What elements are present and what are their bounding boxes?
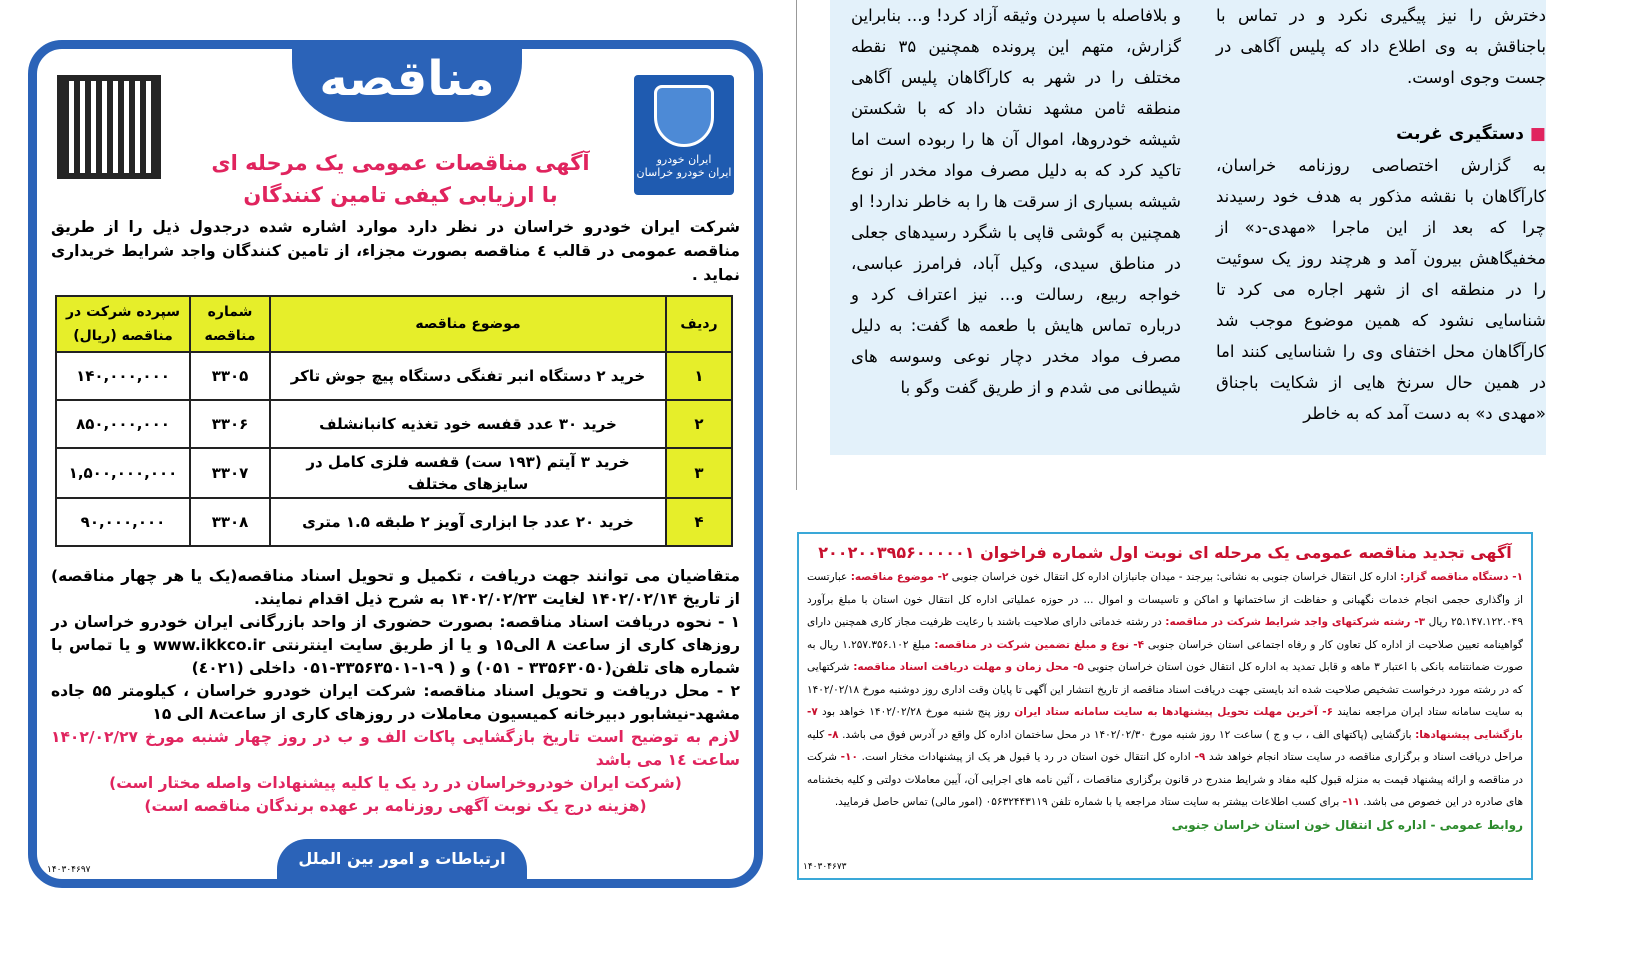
clause-heading: ۹- xyxy=(1194,751,1206,763)
logo-subtext: ایران خودرو خراسان xyxy=(636,166,732,179)
clause-text: روز پنج شنبه مورخ ۱۴۰۲/۰۲/۲۸ خواهد بود xyxy=(821,706,1011,718)
clause-heading: ۱- دستگاه مناقصه گزار: xyxy=(1400,571,1523,583)
paragraph-location: ۲ - محل دریافت و تحویل اسناد مناقصه: شرکت ایران خودرو خراسان ، کیلومتر ۵۵ جاده مشهد-نیشابور دبیرخانه کمیسیون معاملات در روزهای کاری از ساعت۸ الی ۱۵ xyxy=(51,682,740,723)
news-article xyxy=(830,0,1546,455)
table-row xyxy=(56,448,732,498)
note-cost: (هزینه درج یک نوبت آگهی روزنامه بر عهده برندگان مناقصه است) xyxy=(144,797,647,815)
clause-heading: ۱۱- xyxy=(1342,796,1360,808)
cell: ۳ xyxy=(666,448,732,498)
news-text: به گزارش اختصاصی روزنامه خراسان، کارآگاهان با نقشه مذکور به هدف خود رسیدند چرا که بعد از این ماجرا «مهدی-د» از مخفیگاهش بیرون آمد و هرچند روز یک سوئیت را در منطقه ای از شهر اجاره می کرد تا شناسایی نشود که همین موضوع موجب شد کارآگاهان محل اختفای وی را شناسایی کنند اما در همین حال سرنخ هایی از شکایت باجناق «مهدی د» به دست آمد که به خاطر xyxy=(1216,156,1546,423)
news-text: دخترش را نیز پیگیری نکرد و در تماس با باجناقش به وی اطلاع داد که پلیس آگاهی در جست وجوی اوست. xyxy=(1216,6,1546,87)
clause-text: کلیه مراحل دریافت اسناد و برگزاری مناقصه در سایت ستاد انجام خواهد شد xyxy=(807,728,1523,763)
qr-code-icon xyxy=(57,75,161,179)
ad-body xyxy=(51,565,740,818)
ad2-title: آگهی تجدید مناقصه عمومی یک مرحله ای نوبت اول شماره فراخوان ۲۰۰۲۰۰۳۹۵۶۰۰۰۰۰۱ xyxy=(818,543,1512,562)
note-rights: (شرکت ایران خودروخراسان در رد یک یا کلیه پیشنهادات واصله مختار است) xyxy=(109,774,682,792)
clause-text: اداره کل انتقال خون استان در رد یا قبول هر یک از پیشنهادات مختار است. xyxy=(861,751,1191,763)
clause-text: در رشته خدماتی دارای صلاحیت باشند با رعایت ظرفیت مجاز کاری همچنین دارای گواهینامه تعیین صلاحیت از اداره کل تعاون کار و رفاه اجتماعی استان خراسان جنوبی xyxy=(807,616,1523,651)
logo-text: ایران خودرو xyxy=(656,153,712,166)
title-line-2: با ارزیابی کیفی تامین کنندگان xyxy=(243,183,558,207)
clause-heading: ۷- بازگشایی پیشنهادها: xyxy=(807,706,1523,741)
news-column-left: و بلافاصله با سپردن وثیقه آزاد کرد! و... بنابراین گزارش، متهم این پرونده همچنین ۳۵ نقطه مختلف را در شهر به کارآگاهان پلیس آگاهی منطقه ثامن مشهد نشان داد که با شکستن شیشه خودروها، اموال آن ها را ربوده است اما تاکید کرد که به دلیل مصرف مواد مخدر از نوع شیشه بسیاری از سرقت ها را به خاطر ندارد! او همچنین به گوشی قاپی با شگرد رسیدهای جعلی در مناطق سیدی، وکیل آباد، فرامرز عباسی، خواجه ربیع، رسالت و... نیز اعتراف کرد و درباره تماس هایش با طعمه ها گفت: به دلیل مصرف مواد مخدر دچار نوعی وسوسه های شیطانی می شدم و از طریق گفت وگو با xyxy=(851,6,1181,397)
clause-heading: ۵- محل زمان و مهلت دریافت اسناد مناقصه: xyxy=(853,661,1084,673)
clause-text: برای کسب اطلاعات بیشتر به سایت ستاد مراجعه یا با شماره تلفن ۰۵۶۳۲۴۴۳۱۱۹ (امور مالی) تماس حاصل فرمایید. xyxy=(834,796,1340,808)
ad2-footer: روابط عمومی - اداره کل انتقال خون استان خراسان جنوبی xyxy=(1171,817,1523,832)
clause-text: شرکت در مناقصه و ارائه پیشنهاد قیمت به منزله قبول کلیه مفاد و شرایط مندرج در قانون برگزاری مناقصات ، آئین نامه های اجرایی آن، آیین معاملات دولتی و کلیه بخشنامه های صادره در این خصوص می باشد. xyxy=(807,751,1523,808)
cell: ۳۳۰۸ xyxy=(190,498,270,546)
tender-ad-blood-transfusion xyxy=(797,532,1533,880)
cell: ۱,۵۰۰,۰۰۰,۰۰۰ xyxy=(56,448,190,498)
cell: ۸۵۰,۰۰۰,۰۰۰ xyxy=(56,400,190,448)
cell: ۱ xyxy=(666,352,732,400)
cell: ۳۳۰۶ xyxy=(190,400,270,448)
clause-heading: ۶- آخرین مهلت تحویل پیشنهادها به سایت سامانه ستاد ایران xyxy=(1014,706,1333,718)
table-row xyxy=(56,498,732,546)
col-deposit: سپرده شرکت در مناقصه (ریال) xyxy=(56,296,190,352)
clause-heading: ۲- موضوع مناقصه: xyxy=(850,571,949,583)
column-divider xyxy=(796,0,797,490)
tender-ad-iran-khodro xyxy=(28,40,763,888)
cell: خرید ۲ دستگاه انبر تفنگی دستگاه پیچ جوش تاکر xyxy=(270,352,666,400)
ad-code: ۱۴۰۳۰۴۶۹۷ xyxy=(47,865,91,875)
ad-heading: مناقصه xyxy=(292,40,522,122)
clause-heading: ۳- رشته شرکتهای واجد شرایط شرکت در مناقصه: xyxy=(1165,616,1426,628)
iran-khodro-logo xyxy=(634,75,734,195)
cell: خرید ۲۰ عدد جا ابزاری آویز ۲ طبقه ۱.۵ متری xyxy=(270,498,666,546)
tender-table xyxy=(55,295,733,547)
cell: ۳۳۰۵ xyxy=(190,352,270,400)
cell: خرید ۳۰ عدد قفسه خود تغذیه کانبانشلف xyxy=(270,400,666,448)
horse-shield-icon xyxy=(654,85,714,147)
cell: ۴ xyxy=(666,498,732,546)
intro-text: شرکت ایران خودرو خراسان در نظر دارد موارد اشاره شده درجدول ذیل را از طریق مناقصه عمومی در قالب ٤ مناقصه بصورت مجزاء، از تامین کنندگان واجد شرایط خریداری نماید . xyxy=(51,218,740,284)
news-subheading: ■ دستگیری غربت xyxy=(1216,119,1546,150)
cell: ۹۰,۰۰۰,۰۰۰ xyxy=(56,498,190,546)
ad2-body xyxy=(807,566,1523,814)
table-row xyxy=(56,352,732,400)
clause-heading: ۸- xyxy=(827,728,839,741)
cell: خرید ۳ آیتم (۱۹۳ ست) قفسه فلزی کامل در سایزهای مختلف xyxy=(270,448,666,498)
table-header xyxy=(56,296,732,352)
ad-title xyxy=(197,147,604,211)
cell: ۱۴۰,۰۰۰,۰۰۰ xyxy=(56,352,190,400)
clause-text: شرکتهایی که در رشته مورد درخواست تشخیص صلاحیت شده اند بایستی جهت دریافت اسناد مناقصه از تاریخ انتشار این آگهی تا پایان وقت اداری روز دوشنبه مورخ ۱۴۰۲/۰۲/۱۸ به سایت سامانه ستاد ایران مراجعه نمایند xyxy=(807,661,1523,718)
clause-text: مبلغ ۱.۲۵۷.۳۵۶.۱۰۲ ریال به صورت ضمانتنامه بانکی با اعتبار ۳ ماهه و قابل تمدید به اداره کل انتقال خون استان خراسان جنوبی xyxy=(807,638,1523,673)
ad-footer: ارتباطات و امور بین الملل xyxy=(277,839,527,879)
paragraph-how-to-receive: ۱ - نحوه دریافت اسناد مناقصه: بصورت حضوری از واحد بازرگانی ایران خودرو خراسان در روزهای کاری از ساعت ۸ الی۱۵ و یا از طریق سایت اینترنتی www.ikkco.ir و یا تماس با شماره های تلفن(۳۳۵۶۳۰۵۰ - ۰۵۱) و ( ۹-۱-۳۳۵۶۳۵۰۱-۰۵۱ داخلی (٤۰۲۱) xyxy=(51,613,740,677)
col-number: شماره مناقصه xyxy=(190,296,270,352)
clause-text: بازگشایی (پاکتهای الف ، ب و ج ) ساعت ۱۲ روز شنبه مورخ ۱۴۰۲/۰۲/۳۰ در محل ساختمان اداره کل واقع در آدرس فوق می باشد. xyxy=(842,728,1412,741)
col-row: ردیف xyxy=(666,296,732,352)
clause-heading: ۱۰- xyxy=(840,751,858,763)
paragraph-dates: متقاضیان می توانند جهت دریافت ، تکمیل و تحویل اسناد مناقصه(یک یا هر چهار مناقصه) از تاریخ ۱۴۰۲/۰۲/۱۴ لغایت ۱۴۰۲/۰۲/۲۳ به شرح ذیل اقدام نمایند. xyxy=(51,567,740,608)
clause-text: عبارتست از واگذاری حجمی انجام خدمات نگهبانی و حفاظت از ساختمانها و اماکن و تاسیسات و اموال ... در حوزه عملیاتی اداره کل انتقال خون استان با مبلغ برآورد ۲۵.۱۴۷.۱۲۲.۰۴۹ ریال xyxy=(807,571,1523,628)
clause-heading: ۴- نوع و مبلغ تضمین شرکت در مناقصه: xyxy=(934,638,1144,651)
news-column-right xyxy=(1216,0,1546,429)
note-opening-date: لازم به توضیح است تاریخ بازگشایی پاکات الف و ب در روز چهار شنبه مورخ ۱۴۰۲/۰۲/۲۷ ساعت ١٤ می باشد xyxy=(51,728,740,769)
cell: ۲ xyxy=(666,400,732,448)
ad2-code: ۱۴۰۳۰۴۶۷۳ xyxy=(803,861,847,872)
title-line-1: آگهی مناقصات عمومی یک مرحله ای xyxy=(211,151,590,175)
table-row xyxy=(56,400,732,448)
col-subject: موضوع مناقصه xyxy=(270,296,666,352)
clause-text: اداره کل انتقال خراسان جنوبی به نشانی: بیرجند - میدان جانبازان اداره کل انتقال خون خراسان جنوبی xyxy=(951,571,1397,583)
cell: ۳۳۰۷ xyxy=(190,448,270,498)
